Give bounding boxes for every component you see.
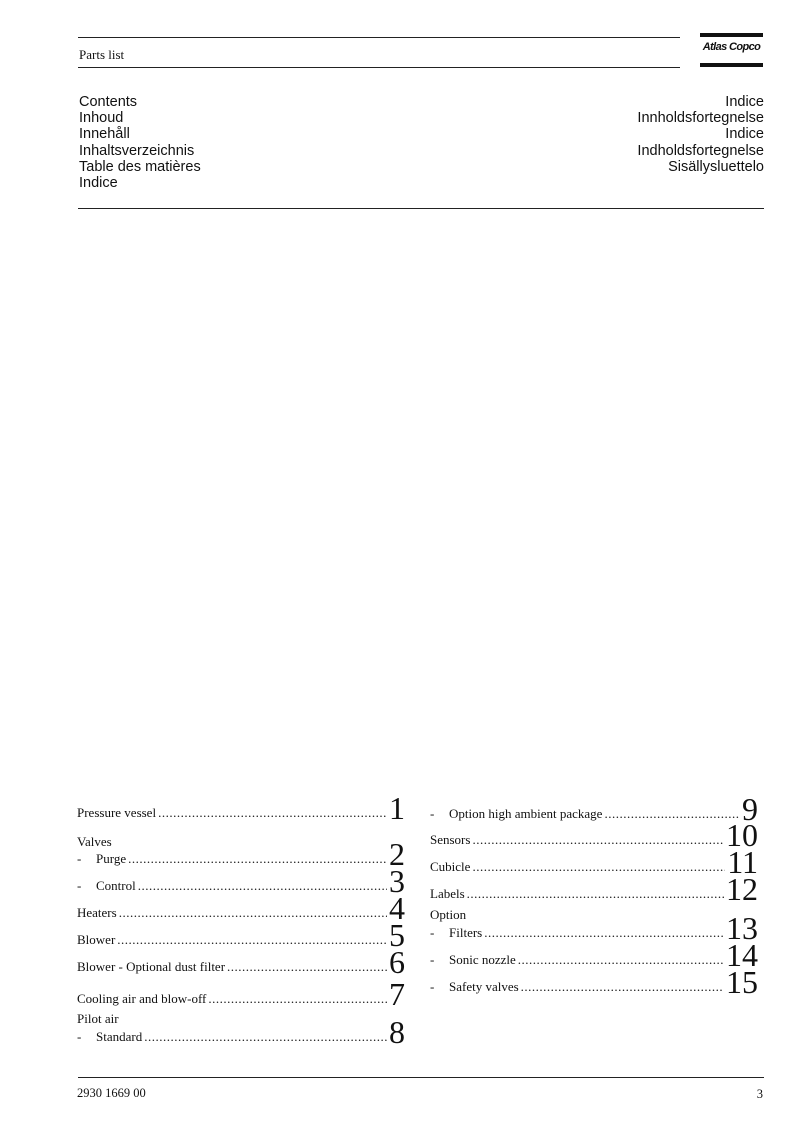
toc-entry-safety-valves[interactable] — [430, 964, 758, 1000]
toc-dash: - — [430, 806, 435, 821]
toc-page-number: 7 — [389, 976, 405, 1012]
toc-leader-dots — [467, 886, 724, 903]
toc-entry-text: Control — [96, 878, 136, 893]
toc-leader-dots — [138, 878, 387, 895]
toc-entry-label — [77, 851, 126, 868]
toc-leader-dots — [521, 979, 724, 996]
toc-entry-label: Cooling air and blow-off — [77, 991, 207, 1006]
title-swedish: Innehåll — [79, 126, 130, 143]
toc-dash: - — [430, 979, 435, 994]
toc-page-number: 12 — [726, 871, 758, 907]
page-number: 3 — [756, 1087, 763, 1101]
toc-entry-control[interactable] — [77, 863, 405, 899]
document-type-label: Parts list — [79, 47, 125, 62]
toc-leader-dots — [208, 991, 387, 1008]
toc-entry-pressure-vessel[interactable] — [77, 790, 405, 826]
toc-page-number: 10 — [726, 817, 758, 853]
toc-leader-dots — [484, 925, 724, 942]
toc-dash: - — [77, 878, 82, 893]
toc-entry-text: Standard — [96, 1029, 143, 1044]
toc-page-number: 9 — [742, 791, 758, 827]
toc-page-number: 14 — [726, 937, 758, 973]
toc-heading-valves: Valves — [77, 834, 112, 849]
title-finnish: Sisällysluettelo — [668, 158, 764, 175]
toc-entry-label: Pressure vessel — [77, 805, 157, 820]
toc-dash: - — [77, 1029, 82, 1044]
toc-entry-blower[interactable] — [77, 917, 405, 953]
toc-page-number: 8 — [389, 1014, 405, 1050]
logo-bar-bottom — [700, 63, 763, 67]
toc-entry-label — [430, 925, 482, 942]
toc-entry-label: Cubicle — [430, 859, 471, 874]
toc-entry-label: Blower - Optional dust filter — [77, 959, 226, 974]
toc-entry-text: Safety valves — [449, 979, 519, 994]
toc-leader-dots — [119, 905, 387, 922]
header-rule-bottom — [78, 67, 680, 68]
logo-bar-top — [700, 33, 763, 37]
toc-page-number: 3 — [389, 863, 405, 899]
toc-page-number: 4 — [389, 890, 405, 926]
toc-entry-label — [430, 979, 519, 996]
title-english: Contents — [79, 94, 138, 110]
toc-leader-dots — [144, 1029, 387, 1046]
document-number: 2930 1669 00 — [77, 1086, 146, 1100]
title-separator — [78, 208, 764, 209]
toc-entry-label: Sensors — [430, 832, 471, 847]
toc-page-number: 6 — [389, 944, 405, 980]
toc-entry-label — [430, 952, 516, 969]
toc-leader-dots — [227, 959, 387, 976]
title-dutch: Inhoud — [79, 110, 124, 127]
title-french: Table des matières — [79, 158, 201, 175]
toc-entry-cooling-air[interactable] — [77, 976, 405, 1012]
toc-entry-labels[interactable] — [430, 871, 758, 907]
toc-dash: - — [77, 851, 82, 866]
toc-leader-dots — [472, 832, 724, 849]
toc-entry-text: Option high ambient package — [449, 806, 603, 821]
toc-heading-pilot-air: Pilot air — [77, 1011, 119, 1026]
toc-entry-heaters[interactable] — [77, 890, 405, 926]
toc-entry-sonic-nozzle[interactable] — [430, 937, 758, 973]
title-portuguese: Indice — [725, 126, 764, 143]
contents-titles-left — [79, 94, 201, 191]
title-german: Inhaltsverzeichnis — [79, 142, 195, 159]
title-norwegian: Innholdsfortegnelse — [637, 110, 764, 127]
toc-page-number: 13 — [726, 910, 758, 946]
footer-rule — [78, 1077, 764, 1078]
toc-entry-filters[interactable] — [430, 910, 758, 946]
title-spanish: Indice — [725, 94, 764, 110]
title-italian: Indice — [79, 175, 118, 192]
toc-entry-text: Filters — [449, 925, 483, 940]
toc-entry-cubicle[interactable] — [430, 844, 758, 880]
toc-entry-label: Blower — [77, 932, 116, 947]
toc-entry-sensors[interactable] — [430, 817, 758, 853]
toc-entry-label — [77, 878, 136, 895]
toc-entry-text: Sonic nozzle — [449, 952, 516, 967]
toc-entry-label: Labels — [430, 886, 465, 901]
toc-entry-purge[interactable] — [77, 836, 405, 872]
toc-entry-standard[interactable] — [77, 1014, 405, 1050]
toc-entry-high-ambient[interactable] — [430, 791, 758, 827]
toc-entry-label: Heaters — [77, 905, 117, 920]
toc-dash: - — [430, 952, 435, 967]
toc-leader-dots — [117, 932, 387, 949]
toc-page-number: 1 — [389, 790, 405, 826]
toc-page-number: 11 — [727, 844, 758, 880]
toc-leader-dots — [472, 859, 725, 876]
atlas-copco-logo — [700, 33, 763, 67]
toc-leader-dots — [518, 952, 724, 969]
toc-entry-text: Purge — [96, 851, 127, 866]
header-rule-top — [78, 37, 680, 38]
logo-text: Atlas Copco — [702, 41, 761, 53]
title-danish: Indholdsfortegnelse — [637, 142, 764, 159]
toc-page-number: 5 — [389, 917, 405, 953]
contents-titles-right — [637, 94, 764, 175]
toc-page-number: 15 — [726, 964, 758, 1000]
toc-page-number: 2 — [389, 836, 405, 872]
toc-entry-blower-dust-filter[interactable] — [77, 944, 405, 980]
toc-heading-option: Option — [430, 907, 467, 922]
toc-dash: - — [430, 925, 435, 940]
toc-leader-dots — [128, 851, 387, 868]
toc-entry-label — [77, 1029, 142, 1046]
toc-leader-dots — [158, 805, 387, 822]
